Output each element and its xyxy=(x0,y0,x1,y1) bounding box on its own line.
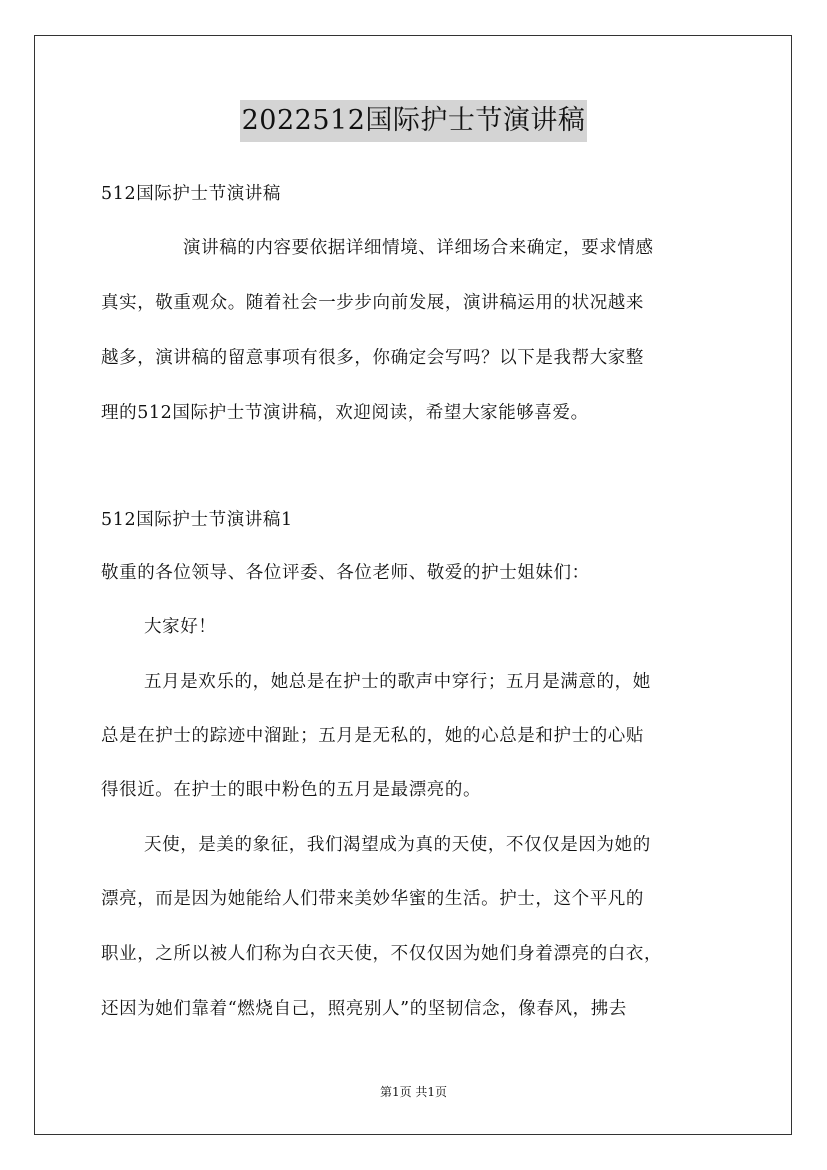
document-subtitle: 512国际护士节演讲稿 xyxy=(101,184,282,204)
document-title: 2022512国际护士节演讲稿 xyxy=(240,100,588,142)
intro-line-1: 演讲稿的内容要依据详细情境、详细场合来确定，要求情感 xyxy=(183,238,654,258)
paragraph1-line-2: 总是在护士的踪迹中溜趾；五月是无私的，她的心总是和护士的心贴 xyxy=(101,726,644,746)
paragraph2-line-3: 职业，之所以被人们称为白衣天使，不仅仅因为她们身着漂亮的白衣， xyxy=(101,944,663,964)
paragraph2-line-4: 还因为她们靠着“燃烧自己，照亮别人”的坚韧信念，像春风，拂去 xyxy=(101,999,627,1019)
title-container xyxy=(0,100,827,142)
paragraph1-line-1: 五月是欢乐的，她总是在护士的歌声中穿行；五月是满意的，她 xyxy=(144,672,651,692)
salutation: 敬重的各位领导、各位评委、各位老师、敬爱的护士姐妹们： xyxy=(101,563,590,583)
intro-line-4: 理的512国际护士节演讲稿，欢迎阅读，希望大家能够喜爱。 xyxy=(101,403,589,423)
intro-line-2: 真实，敬重观众。随着社会一步步向前发展，演讲稿运用的状况越来 xyxy=(101,293,644,313)
page-footer: 第1页 共1页 xyxy=(379,1085,448,1099)
paragraph2-line-1: 天使，是美的象征，我们渴望成为真的天使，不仅仅是因为她的 xyxy=(144,835,651,855)
greeting: 大家好！ xyxy=(144,617,217,637)
paragraph2-line-2: 漂亮，而是因为她能给人们带来美妙华蜜的生活。护士，这个平凡的 xyxy=(101,889,644,909)
section-heading: 512国际护士节演讲稿1 xyxy=(101,510,293,530)
paragraph1-line-3: 得很近。在护士的眼中粉色的五月是最漂亮的。 xyxy=(101,780,482,800)
intro-line-3: 越多，演讲稿的留意事项有很多，你确定会写吗？以下是我帮大家整 xyxy=(101,348,644,368)
